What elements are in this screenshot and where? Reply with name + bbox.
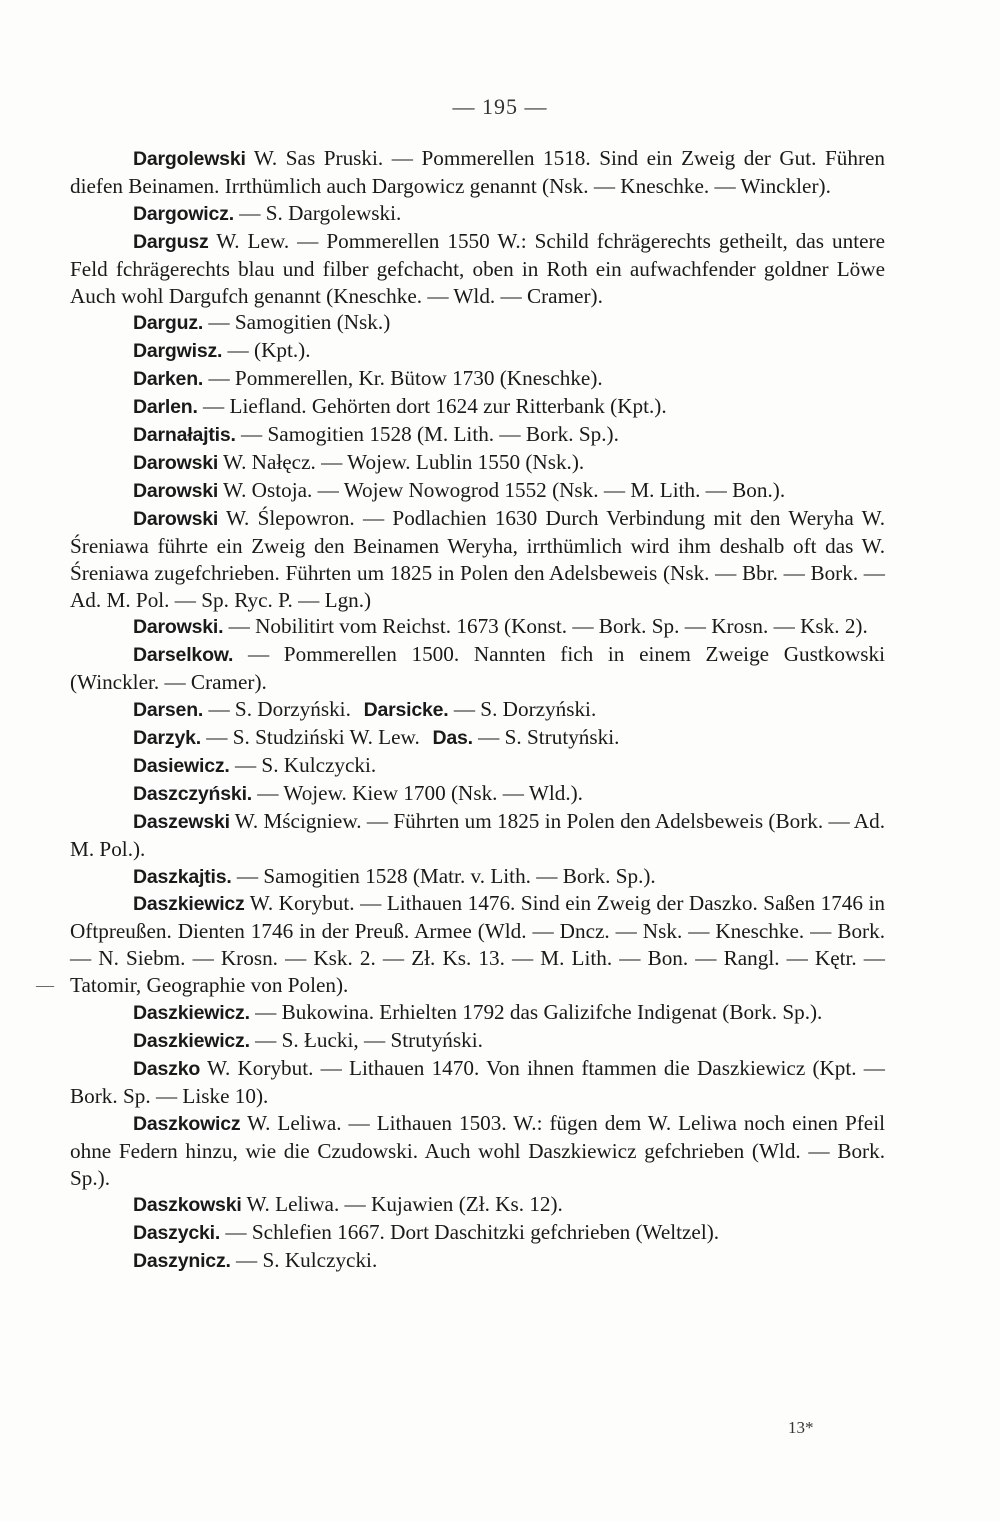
- entry: [70, 1110, 885, 1192]
- entry-text: — Samogitien 1528 (M. Lith. — Bork. Sp.).: [241, 422, 619, 447]
- entry-text: W. Sas Pruski. — Pommerellen 1518. Sind ein Zweig der Gut. Führen diefen Beinamen. Irrthümlich auch Dargowicz genannt (Nsk. — Kneschke. — Winckler).: [70, 146, 885, 198]
- entry: [70, 752, 885, 780]
- headword: Darken.: [133, 368, 204, 391]
- entry-text: — S. Strutyński.: [478, 725, 620, 750]
- entry-text: — Liefland. Gehörten dort 1624 zur Ritterbank (Kpt.).: [203, 394, 667, 419]
- entry: [70, 145, 885, 200]
- entry: [70, 1219, 885, 1247]
- entry-text: — Samogitien (Nsk.): [208, 310, 391, 335]
- headword: Dargusz: [133, 230, 209, 253]
- entry-text: — Samogitien 1528 (Matr. v. Lith. — Bork. Sp.).: [236, 863, 656, 888]
- headword: Darnałajtis.: [133, 424, 236, 447]
- headword: Daszkiewicz.: [133, 1002, 250, 1025]
- entry-text: W. Leliwa. — Kujawien (Zł. Ks. 12).: [246, 1192, 563, 1217]
- entry: [70, 999, 885, 1027]
- headword: Dasiewicz.: [133, 754, 230, 777]
- entry-text: W. Lew. — Pommerellen 1550 W.: Schild fchrägerechts getheilt, das untere Feld fchrägerechts blau und filber gefchacht, oben in Roth ein aufwachfender goldner Löwe Auch wohl Dargufch genannt (Kneschke. — Wld. — Cramer).: [70, 228, 885, 308]
- entry-text: — (Kpt.).: [227, 338, 311, 363]
- entry-text: — S. Studziński W. Lew.: [206, 725, 420, 750]
- headword: Darowski: [133, 451, 219, 474]
- headword: Darselkow.: [133, 644, 234, 667]
- entry-text: W. Mścigniew. — Führten um 1825 in Polen den Adelsbeweis (Bork. — Ad. M. Pol.).: [70, 808, 885, 861]
- entry: [70, 724, 885, 752]
- entry: [70, 696, 885, 724]
- entry: [70, 641, 885, 696]
- entry: [70, 200, 885, 228]
- entry-text: — Pommerellen, Kr. Bütow 1730 (Kneschke).: [208, 366, 603, 391]
- entry-text: — S. Dorzyński.: [453, 697, 597, 722]
- entry-text: W. Ostoja. — Wojew Nowogrod 1552 (Nsk. — M. Lith. — Bon.).: [223, 477, 786, 502]
- entry-list: [70, 145, 885, 1275]
- headword: Das.: [432, 727, 473, 750]
- entry: [70, 309, 885, 337]
- entry-text: — S. Kulczycki.: [234, 752, 377, 777]
- headword: Dargolewski: [133, 148, 246, 170]
- entry: [70, 890, 885, 999]
- entry: [70, 1191, 885, 1219]
- margin-mark: —: [36, 975, 54, 995]
- headword: Darowski: [133, 507, 219, 530]
- entry: [70, 1247, 885, 1275]
- entry: [70, 421, 885, 449]
- entry: [70, 1055, 885, 1110]
- entry: [70, 228, 885, 310]
- entry-text: W. Ślepowron. — Podlachien 1630 Durch Verbindung mit den Weryha W. Śreniawa führte ein Zweig den Beinamen Weryha, irrthümlich wird ihm deshalb oft das W. Śreniawa zugefchrieben. Führten um 1825 in Polen den Adelsbeweis (Nsk. — Bbr. — Bork. — Ad. M. Pol. — Sp. Ryc. P. — Lgn.): [70, 505, 885, 612]
- entry-text: — Pommerellen 1500. Nannten fich in einem Zweige Gustkowski (Winckler. — Cramer).: [70, 642, 885, 695]
- headword: Darowski: [133, 479, 219, 502]
- entry: [70, 365, 885, 393]
- page-number: — 195 —: [452, 94, 548, 119]
- headword: Darguz.: [133, 312, 204, 335]
- entry-text: — Schlefien 1667. Dort Daschitzki gefchrieben (Weltzel).: [225, 1220, 720, 1245]
- headword: Darsicke.: [363, 699, 449, 722]
- entry-text: — S. Dorzyński.: [208, 697, 351, 722]
- headword: Darsen.: [133, 699, 204, 722]
- entry-text: W. Korybut. — Lithauen 1476. Sind ein Zweig der Daszko. Saßen 1746 in Oftpreußen. Dienten 1746 in der Preuß. Armee (Wld. — Dncz. — Nsk. — Kneschke. — Bork. — N. Siebm. — Krosn. — Ksk. 2. — Zł. Ks. 13. — M. Lith. — Bon. — Rangl. — Kętr. — Tatomir, Geographie von Polen).: [70, 891, 885, 998]
- headword: Daszkowicz: [133, 1112, 241, 1135]
- entry-text: — Bukowina. Erhielten 1792 das Galizifche Indigenat (Bork. Sp.).: [255, 1000, 823, 1025]
- headword: Daszko: [133, 1057, 201, 1080]
- headword: Daszkiewicz.: [133, 1030, 250, 1052]
- headword: Daszynicz.: [133, 1250, 231, 1273]
- headword: Daszkiewicz: [133, 893, 245, 916]
- entry: [70, 808, 885, 863]
- headword: Daszewski: [133, 810, 230, 833]
- signature-mark: 13*: [788, 1418, 814, 1437]
- entry: [70, 393, 885, 421]
- headword: Darzyk.: [133, 727, 201, 750]
- headword: Darlen.: [133, 396, 198, 419]
- entry: [70, 337, 885, 365]
- entry: [70, 449, 885, 477]
- entry-text: W. Leliwa. — Lithauen 1503. W.: fügen dem W. Leliwa noch einen Pfeil ohne Federn hinzu, wie die Czudowski. Auch wohl Daszkiewicz gefchrieben (Wld. — Bork. Sp.).: [70, 1110, 885, 1190]
- entry: [70, 613, 885, 641]
- entry-text: W. Korybut. — Lithauen 1470. Von ihnen ftammen die Daszkiewicz (Kpt. — Bork. Sp. — Liske 10).: [70, 1055, 885, 1108]
- entry-text: — S. Dargolewski.: [239, 200, 402, 225]
- headword: Daszkowski: [133, 1194, 242, 1217]
- entry: [70, 863, 885, 891]
- entry-text: — S. Łucki, — Strutyński.: [255, 1028, 483, 1052]
- headword: Daszczyński.: [133, 782, 252, 805]
- entry-text: — Nobilitirt vom Reichst. 1673 (Konst. — Bork. Sp. — Krosn. — Ksk. 2).: [228, 614, 868, 639]
- entry: [70, 477, 885, 505]
- entry-text: — Wojew. Kiew 1700 (Nsk. — Wld.).: [257, 780, 583, 805]
- headword: Dargowicz.: [133, 202, 234, 225]
- headword: Daszkajtis.: [133, 865, 232, 888]
- headword: Daszycki.: [133, 1222, 221, 1245]
- entry-text: — S. Kulczycki.: [236, 1248, 378, 1273]
- headword: Darowski.: [133, 616, 224, 639]
- entry: [70, 505, 885, 614]
- entry-text: W. Nałęcz. — Wojew. Lublin 1550 (Nsk.).: [223, 449, 585, 474]
- entry: [70, 780, 885, 808]
- headword: Dargwisz.: [133, 340, 223, 363]
- entry: [70, 1027, 885, 1055]
